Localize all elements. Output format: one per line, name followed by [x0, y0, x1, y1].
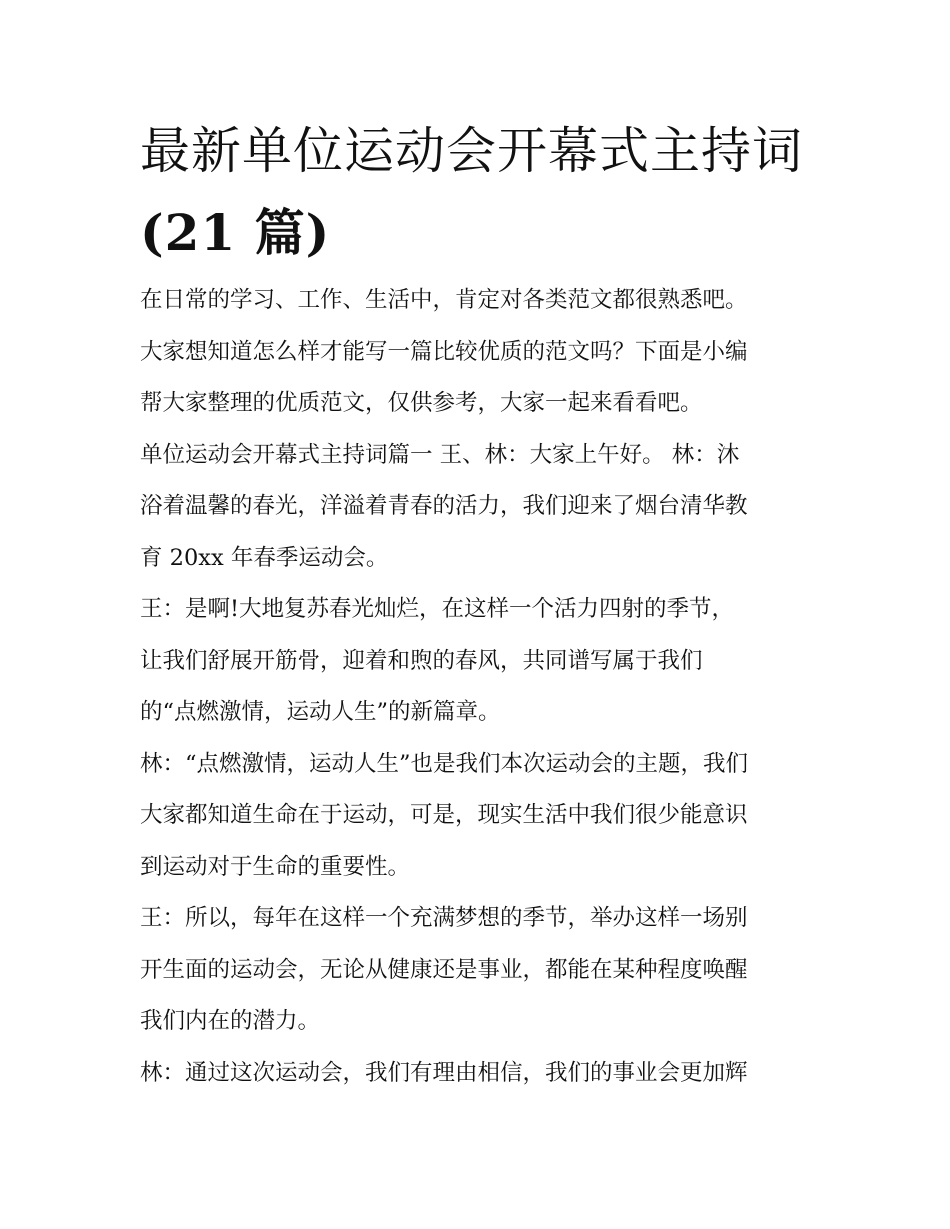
body-line: 单位运动会开幕式主持词篇一 王、林：大家上午好。 林：沐 — [140, 441, 740, 468]
body-line: 王：是啊!大地复苏春光灿烂，在这样一个活力四射的季节， — [140, 596, 735, 622]
title-line-1: 最新单位运动会开幕式主持词 — [140, 122, 803, 180]
body-line: 开生面的运动会，无论从健康还是事业，都能在某种程度唤醒 — [140, 956, 748, 983]
body-line: 浴着温馨的春光，洋溢着青春的活力，我们迎来了烟台清华教 — [140, 493, 748, 519]
body-line: 的“点燃激情，运动人生”的新篇章。 — [140, 699, 501, 725]
body-line: 王：所以，每年在这样一个充满梦想的季节，举办这样一场别 — [140, 905, 748, 931]
body-line: 我们内在的潜力。 — [140, 1008, 321, 1034]
body-line: 帮大家整理的优质范文，仅供参考，大家一起来看看吧。 — [140, 390, 703, 416]
document-title — [140, 110, 820, 274]
body-line: 林：通过这次运动会，我们有理由相信，我们的事业会更加辉 — [140, 1059, 748, 1086]
body-line: 让我们舒展开筋骨，迎着和煦的春风，共同谱写属于我们 — [140, 647, 703, 674]
body-line: 到运动对于生命的重要性。 — [140, 853, 411, 880]
body-line: 在日常的学习、工作、生活中，肯定对各类范文都很熟悉吧。 — [140, 287, 748, 313]
title-line-2: (21 篇) — [140, 203, 331, 262]
body-line: 大家想知道怎么样才能写一篇比较优质的范文吗？下面是小编 — [140, 338, 748, 365]
body-line: 育 20xx 年春季运动会。 — [140, 544, 389, 571]
document-body — [140, 275, 820, 1099]
body-line: 林：“点燃激情，运动人生”也是我们本次运动会的主题，我们 — [140, 750, 749, 777]
body-line: 大家都知道生命在于运动，可是，现实生活中我们很少能意识 — [140, 802, 748, 828]
